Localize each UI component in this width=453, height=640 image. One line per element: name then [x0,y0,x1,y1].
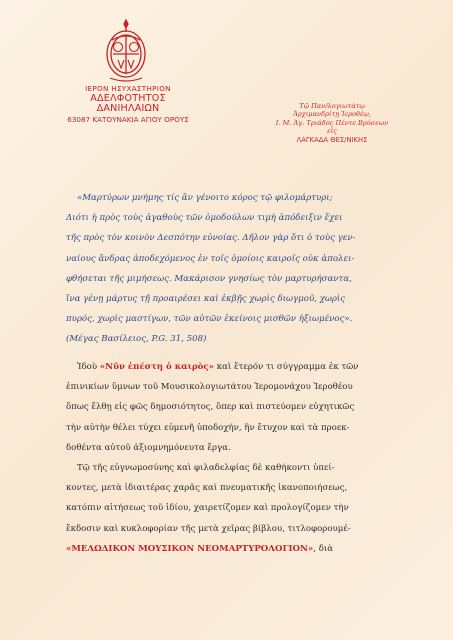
body-line: δοθέντα αὐτοῦ ἀξιομνημόνευτα ἔργα. [66,442,231,453]
body-line: κατόπιν αἰτήσεως τοῦ ἰδίου, χαιρετίζομεν καὶ προλογίζομεν τὴν [66,503,349,514]
monastery-address: 63087 ΚΑΤΟΥΝΑΚΙΑ ΑΓΙΟΥ ΟΡΟΥΣ [67,115,189,125]
body-line: ἔκδοσιν καὶ κυκλοφορίαν τῆς μετὰ χεῖρας βίβλου, τιτλοφορουμέ- [66,523,351,534]
recipient-line-2: Ἀρχιμανδρίτῃ Ἱεροθέῳ, [293,110,371,119]
quote-line: ἵνα γένῃ μάρτυς τῇ προαιρέσει καὶ ἐκβῇς χωρὶς διωγμοῦ, χωρὶς [66,294,346,305]
letter-body [66,357,406,559]
recipient-line-3: Ι. Μ. Ἁγ. Τριάδος Πέντε Βρύσεων [275,118,389,127]
book-title-neomartyrologion: «ΜΕΛΩΔΙΚΟΝ ΜΟΥΣΙΚΟΝ ΝΕΟΜΑΡΤΥΡΟΛΟΓΙΟΝ» [66,543,314,554]
quote-line: φθήσεται τῆς μιμήσεως. Μακάρισον γνησίως τὸν μαρτυρήσαντα, [66,273,352,284]
quote-line: ναίους ἄνδρας ἀποδεχόμενος ἐν τοῖς ὁμοίοις καιροῖς οὐκ ἀπολει- [66,253,355,264]
quote-citation: (Μέγας Βασίλειος, P.G. 31, 508) [66,334,207,345]
recipient-line-1: Τῷ Παν/λογιωτάτῳ [299,102,365,110]
body-text: καὶ ἕτερόν τι σύγγραμμα ἐκ τῶν [214,362,359,372]
recipient-block [244,102,420,144]
recipient-line-4: εἰς [327,127,337,136]
monastery-line-2: ΑΔΕΛΦΟΤΗΤΟΣ ΔΑΝΙΗΛΑΙΩΝ [90,92,166,115]
quote-line: πυρός, χωρὶς μαστίγων, τῶν αὐτῶν ἐκείνοις μισθῶν ἠξιωμένος». [66,314,353,325]
monastery-name [60,85,196,124]
body-text: Ἰδοὺ [77,362,100,372]
body-line: ὅπως ἔλθῃ εἰς φῶς δημοσιότητος, ὅπερ καὶ πιστεύομεν εὐχητικῶς [66,402,355,413]
quote-line: «Μαρτύρων μνήμης τίς ἂν γένοιτο κόρος τῷ φιλομάρτυρι; [77,193,333,203]
body-line [66,539,406,559]
body-line: Τῷ τῆς εὐγνωμοσύνης καὶ φιλαδελφίας δὲ καθήκοντι ὑπεί- [77,463,335,474]
body-line [66,357,406,377]
recipient-city: ΛΑΓΚΑΔΑ ΘΕΣ/ΝΙΚΗΣ [296,135,368,144]
monastery-seal-icon [104,18,148,84]
book-title-now: «Νῦν ἐπέστη ὁ καιρὸς» [99,362,215,372]
body-text: , διὰ [313,543,334,554]
monastery-line-1: ΙΕΡΟΝ ΗΣΥΧΑΣΤΗΡΙΟΝ [85,84,171,93]
body-line: τὴν αὐτὴν θέλει τύχει εὐμενῆ ὑποδοχήν, ἣν ἔτυχον καὶ τὰ προεκ- [66,422,350,433]
quote-line: τῆς πρὸς τὸν κοινὸν Δεσπότην εὐνοίας. Δῆλον γὰρ ὅτι ὁ τοὺς γεν- [66,233,356,244]
basil-quote [66,188,406,350]
quote-line: Διότι ἡ πρὸς τοὺς ἀγαθοὺς τῶν ὁμοδούλων τιμὴ ἀπόδειξιν ἔχει [66,213,343,224]
letterhead [0,0,453,190]
body-line: κοντες, μετὰ ἰδιαιτέρας χαρᾶς καὶ πνευματικῆς ἱκανοποιήσεως, [66,483,348,494]
body-line: ἐπινικίων ὕμνων τοῦ Μουσικολογιωτάτου Ἱερομονάχου Ἱεροθέου [66,382,353,393]
